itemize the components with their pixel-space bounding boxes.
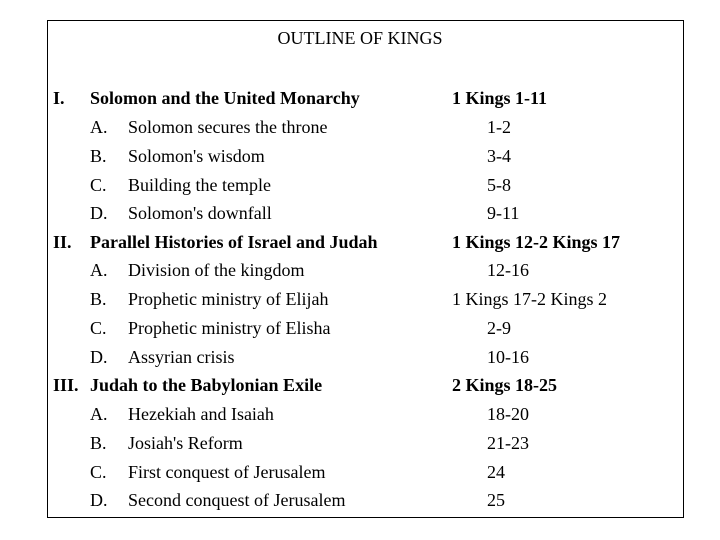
outline-item	[0, 256, 720, 285]
section-numeral: III.	[53, 375, 79, 395]
section-reference: 2 Kings 18-25	[452, 375, 558, 395]
outline-item	[0, 486, 720, 515]
item-reference: 9-11	[487, 203, 520, 223]
outline-item	[0, 343, 720, 372]
item-letter: D.	[90, 347, 108, 367]
page-title: OUTLINE OF KINGS	[277, 28, 443, 48]
section-numeral: II.	[53, 232, 72, 252]
item-label: Solomon's wisdom	[128, 146, 265, 166]
outline-item	[0, 400, 720, 429]
item-letter: B.	[90, 433, 107, 453]
item-label: Division of the kingdom	[128, 260, 305, 280]
item-label: Second conquest of Jerusalem	[128, 490, 346, 510]
outline-item	[0, 171, 720, 200]
item-reference: 18-20	[487, 404, 529, 424]
item-label: First conquest of Jerusalem	[128, 462, 326, 482]
item-letter: C.	[90, 318, 107, 338]
section-label: Parallel Histories of Israel and Judah	[90, 232, 378, 252]
item-letter: C.	[90, 175, 107, 195]
section-label: Judah to the Babylonian Exile	[90, 375, 323, 395]
outline-item	[0, 142, 720, 171]
item-reference: 12-16	[487, 260, 529, 280]
section-heading-1	[0, 84, 720, 113]
section-reference: 1 Kings 1-11	[452, 88, 548, 108]
outline-item	[0, 314, 720, 343]
item-label: Josiah's Reform	[128, 433, 243, 453]
item-letter: D.	[90, 490, 108, 510]
section-reference: 1 Kings 12-2 Kings 17	[452, 232, 621, 252]
item-letter: A.	[90, 404, 108, 424]
item-reference: 2-9	[487, 318, 511, 338]
item-letter: A.	[90, 117, 108, 137]
item-letter: D.	[90, 203, 108, 223]
item-reference: 10-16	[487, 347, 529, 367]
item-reference: 24	[487, 462, 505, 482]
item-reference: 25	[487, 490, 505, 510]
outline-item	[0, 429, 720, 458]
item-label: Solomon's downfall	[128, 203, 272, 223]
item-letter: B.	[90, 289, 107, 309]
item-reference: 21-23	[487, 433, 529, 453]
item-reference: 3-4	[487, 146, 511, 166]
item-letter: B.	[90, 146, 107, 166]
item-label: Prophetic ministry of Elijah	[128, 289, 329, 309]
item-label: Prophetic ministry of Elisha	[128, 318, 331, 338]
outline-item	[0, 113, 720, 142]
section-label: Solomon and the United Monarchy	[90, 88, 360, 108]
item-label: Hezekiah and Isaiah	[128, 404, 274, 424]
item-letter: A.	[90, 260, 108, 280]
item-label: Solomon secures the throne	[128, 117, 328, 137]
section-heading-3	[0, 371, 720, 400]
item-reference: 1 Kings 17-2 Kings 2	[452, 289, 608, 309]
item-letter: C.	[90, 462, 107, 482]
section-heading-2	[0, 228, 720, 257]
item-reference: 1-2	[487, 117, 511, 137]
outline-item	[0, 458, 720, 487]
section-numeral: I.	[53, 88, 65, 108]
item-reference: 5-8	[487, 175, 511, 195]
item-label: Assyrian crisis	[128, 347, 235, 367]
outline-item	[0, 285, 720, 314]
outline-item	[0, 199, 720, 228]
item-label: Building the temple	[128, 175, 271, 195]
